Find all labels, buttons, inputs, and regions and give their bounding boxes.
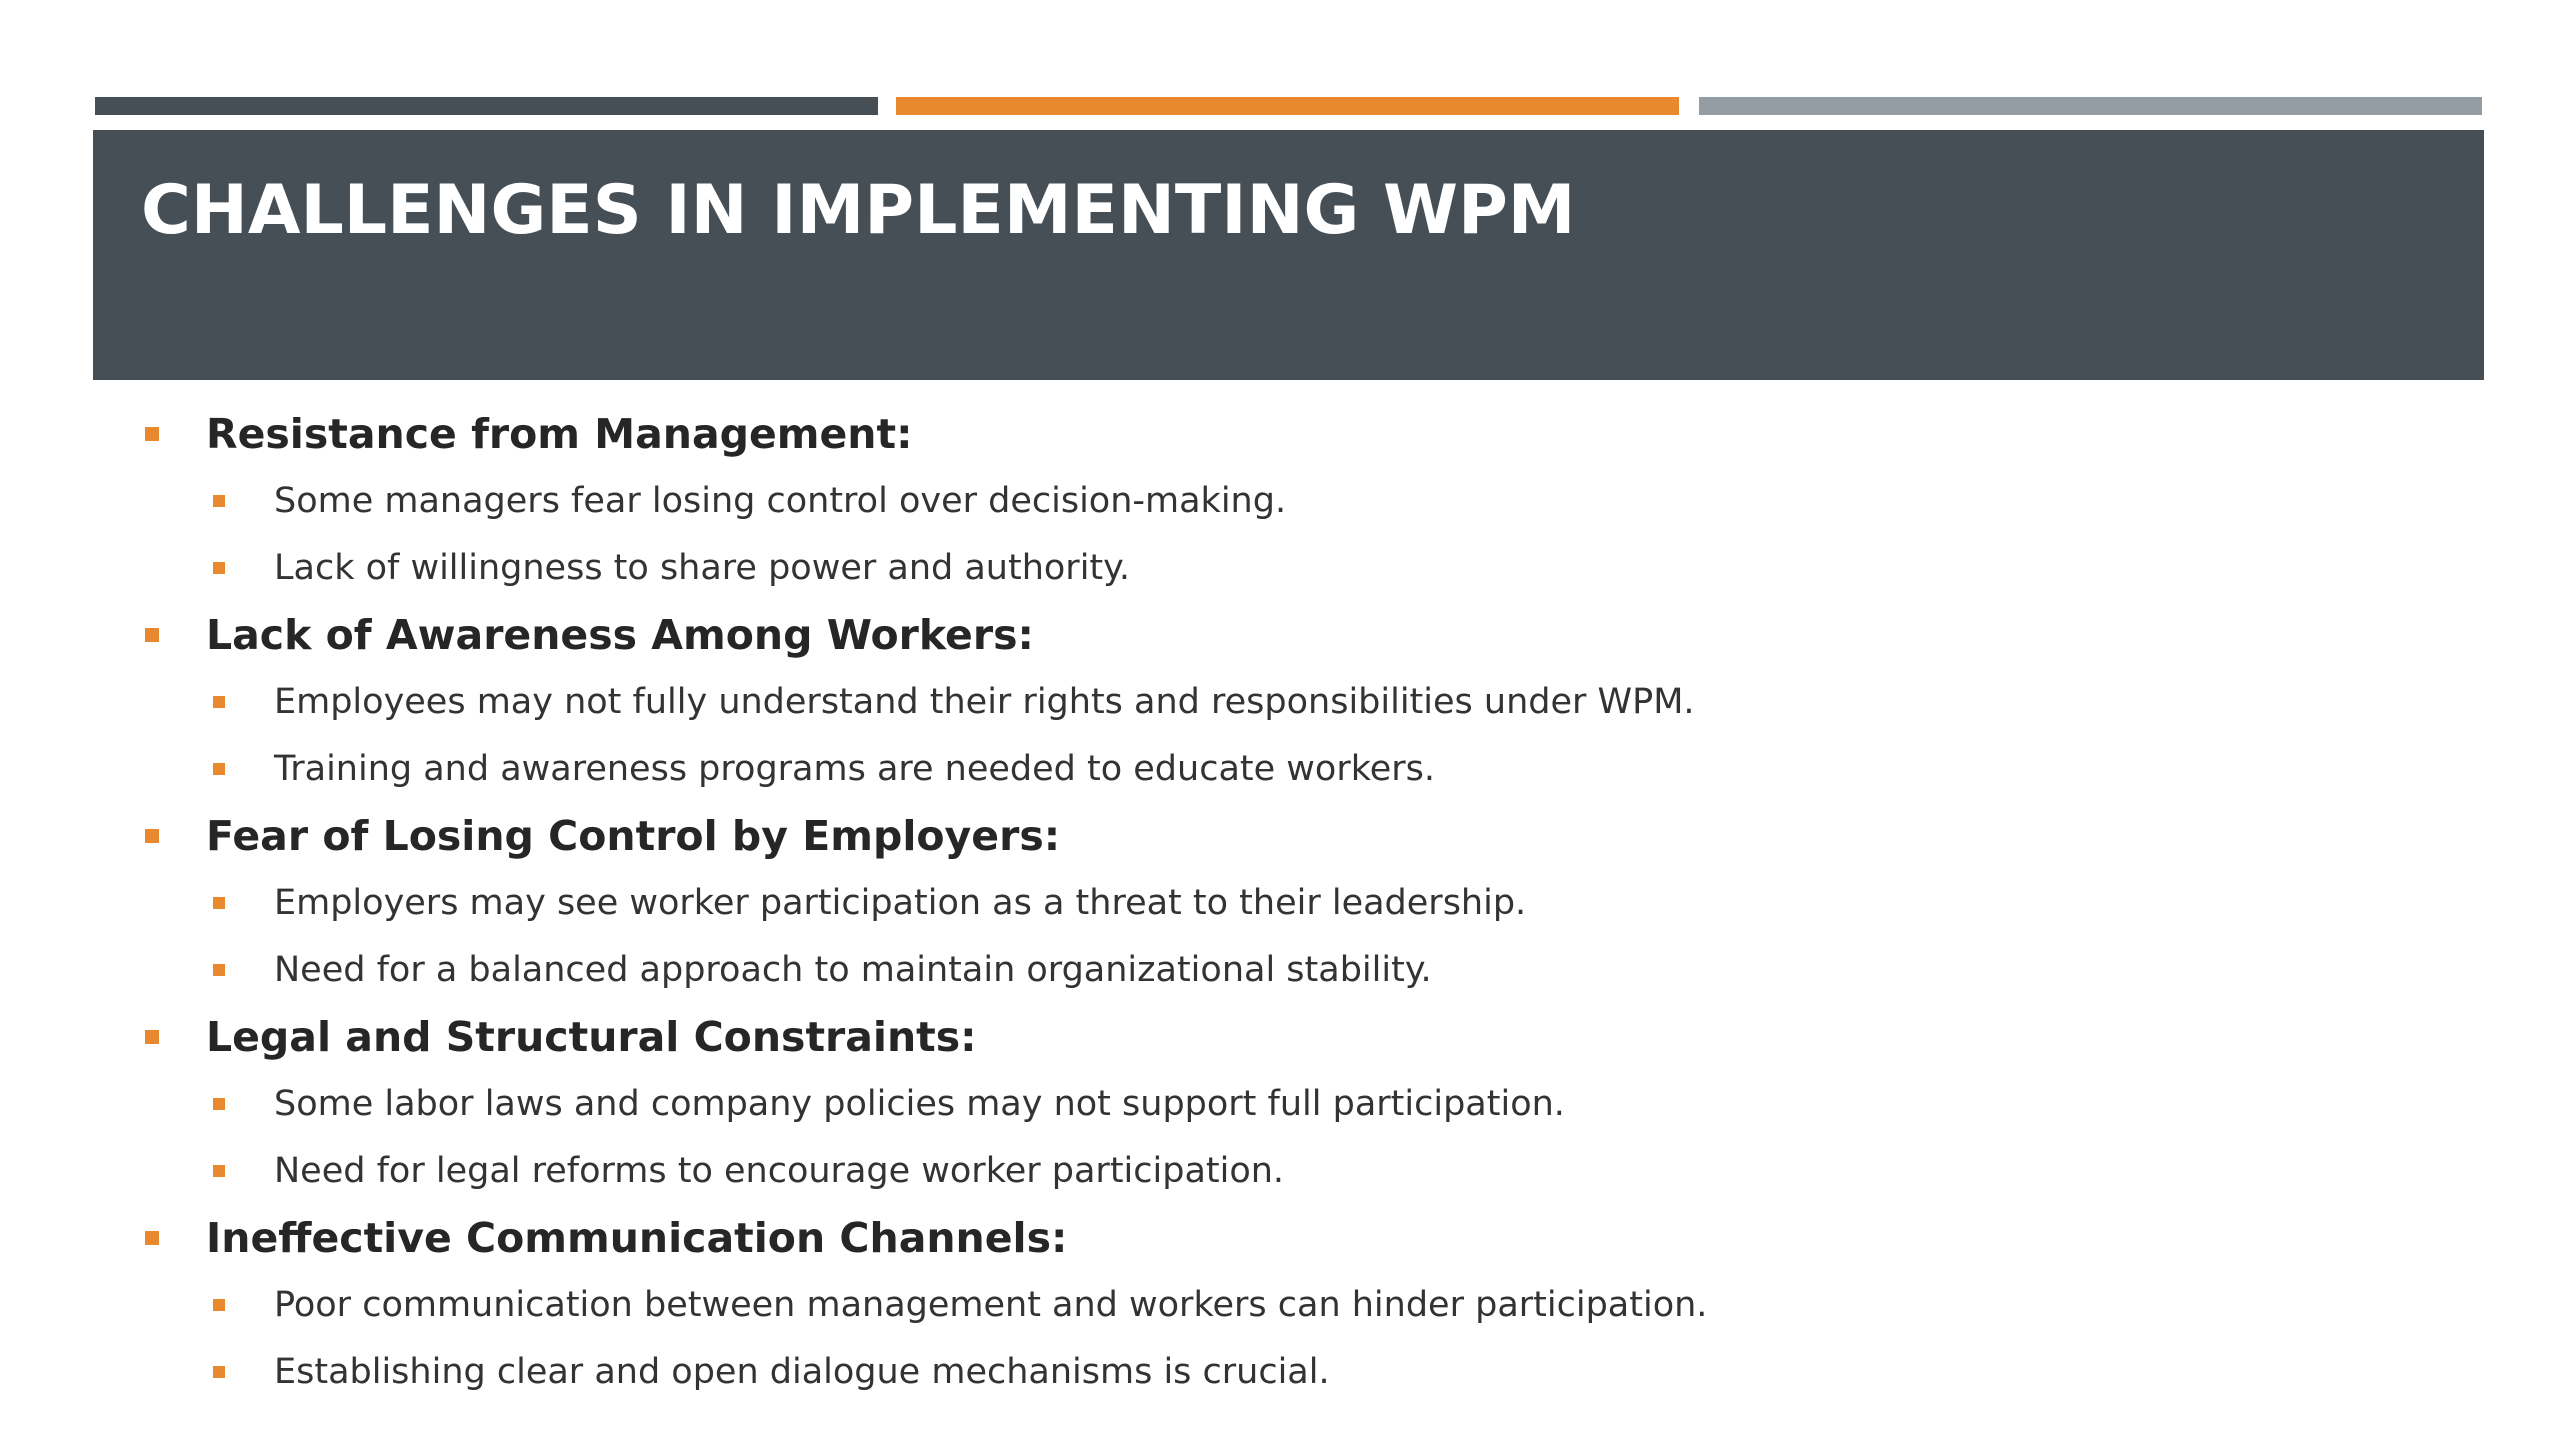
sub-point xyxy=(143,735,2443,802)
sub-point-text: Need for legal reforms to encourage worker participation. xyxy=(274,1150,1285,1191)
accent-bar-orange xyxy=(896,97,1679,115)
square-bullet-icon xyxy=(145,1231,159,1245)
section-heading-text: Resistance from Management: xyxy=(206,409,913,458)
sub-point-text: Some managers fear losing control over decision-making. xyxy=(274,480,1287,521)
square-bullet-icon xyxy=(213,1366,225,1378)
section-heading-text: Legal and Structural Constraints: xyxy=(206,1012,977,1061)
section-heading xyxy=(143,1204,2443,1271)
square-bullet-icon xyxy=(145,829,159,843)
section-heading xyxy=(143,400,2443,467)
sub-point-text: Some labor laws and company policies may not support full participation. xyxy=(274,1083,1565,1124)
section-heading xyxy=(143,1003,2443,1070)
square-bullet-icon xyxy=(213,696,225,708)
square-bullet-icon xyxy=(213,897,225,909)
square-bullet-icon xyxy=(213,562,225,574)
square-bullet-icon xyxy=(145,628,159,642)
square-bullet-icon xyxy=(213,495,225,507)
sub-point-text: Training and awareness programs are needed to educate workers. xyxy=(274,748,1436,789)
section-heading-text: Lack of Awareness Among Workers: xyxy=(206,610,1034,659)
sub-point-text: Employees may not fully understand their rights and responsibilities under WPM. xyxy=(274,681,1695,722)
section-heading xyxy=(143,601,2443,668)
square-bullet-icon xyxy=(213,1098,225,1110)
sub-point-text: Lack of willingness to share power and authority. xyxy=(274,547,1130,588)
accent-bar-gray xyxy=(1699,97,2482,115)
sub-point xyxy=(143,668,2443,735)
section-heading xyxy=(143,802,2443,869)
sub-point xyxy=(143,1137,2443,1204)
square-bullet-icon xyxy=(213,1165,225,1177)
accent-bar-dark xyxy=(95,97,878,115)
sub-point-text: Employers may see worker participation as a threat to their leadership. xyxy=(274,882,1527,923)
square-bullet-icon xyxy=(213,1299,225,1311)
bullet-list xyxy=(143,400,2443,1405)
slide-title: CHALLENGES IN IMPLEMENTING WPM xyxy=(141,171,1576,250)
square-bullet-icon xyxy=(213,763,225,775)
section-heading-text: Fear of Losing Control by Employers: xyxy=(206,811,1061,860)
sub-point-text: Poor communication between management and workers can hinder participation. xyxy=(274,1284,1708,1325)
section-heading-text: Ineffective Communication Channels: xyxy=(206,1213,1068,1262)
sub-point xyxy=(143,936,2443,1003)
title-band xyxy=(93,130,2484,380)
sub-point xyxy=(143,534,2443,601)
square-bullet-icon xyxy=(213,964,225,976)
sub-point xyxy=(143,1271,2443,1338)
sub-point-text: Establishing clear and open dialogue mechanisms is crucial. xyxy=(274,1351,1330,1392)
sub-point-text: Need for a balanced approach to maintain organizational stability. xyxy=(274,949,1432,990)
square-bullet-icon xyxy=(145,427,159,441)
sub-point xyxy=(143,467,2443,534)
sub-point xyxy=(143,1070,2443,1137)
sub-point xyxy=(143,869,2443,936)
sub-point xyxy=(143,1338,2443,1405)
square-bullet-icon xyxy=(145,1030,159,1044)
